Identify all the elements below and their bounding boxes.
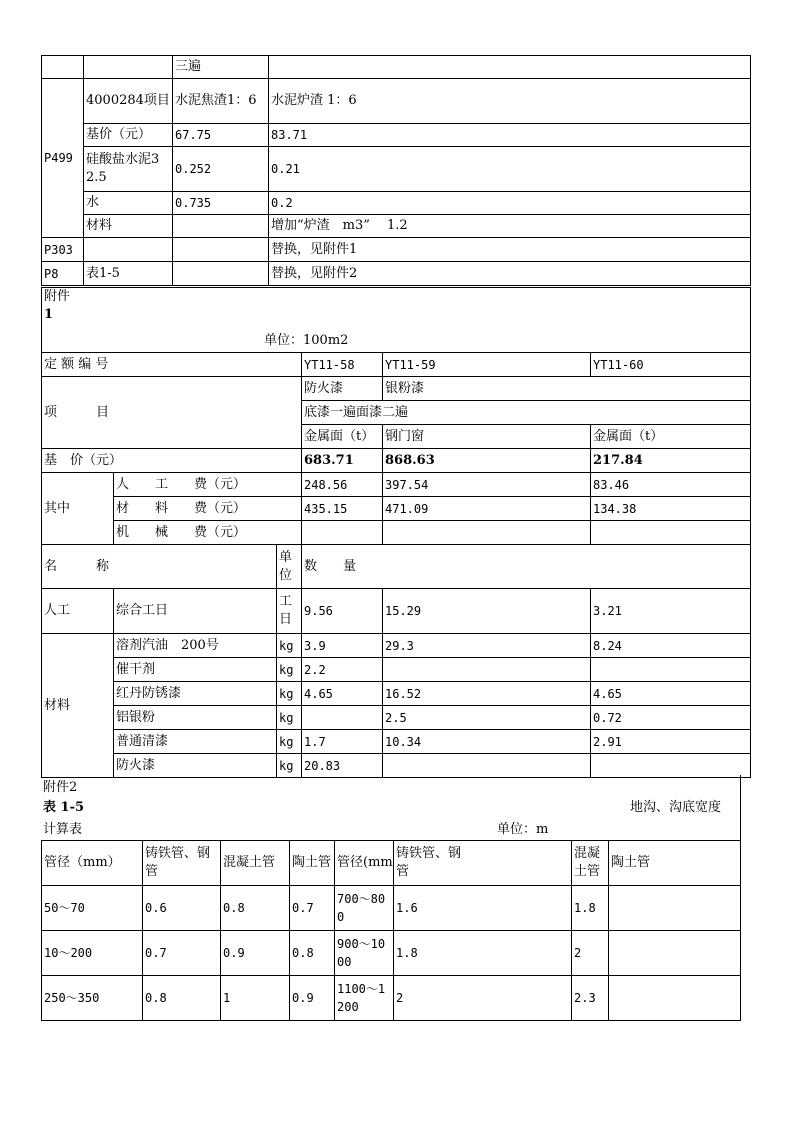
cell: 表1-5 [84,262,173,286]
cell-empty [269,56,751,79]
labor-item-qty: 3.21 [591,589,751,634]
cell: 增加“炉渣 m3” 1.2 [269,215,751,238]
cell-empty [84,56,173,79]
table-cell: 0.7 [143,931,221,976]
cell: 硅酸盐水泥32.5 [84,147,173,192]
cell: 水泥焦渣1：6 [173,79,269,124]
material-qty [591,658,751,682]
coat-name: 防火漆 [302,377,383,401]
revision-table [41,55,751,286]
material-unit: kg [277,706,302,730]
table-cell: 900～1000 [335,931,394,976]
cell: 0.21 [269,147,751,192]
material-qty [383,754,591,778]
coat-desc: 底漆一遍面漆二遍 [302,401,751,425]
table-number: 表 1-5 [43,800,85,815]
labor-cost: 397.54 [383,473,591,497]
table-cell [609,976,741,1021]
col-header: 混凝土管 [221,841,290,886]
table-cell: 1100～1200 [335,976,394,1021]
material-qty: 20.83 [302,754,383,778]
cell-empty [173,262,269,286]
material-qty: 8.24 [591,634,751,658]
trench-width-table [41,840,741,1021]
table-cell: 1.6 [394,886,572,931]
material-cost-label: 材 料 费（元） [114,497,302,521]
material-qty: 2.91 [591,730,751,754]
material-qty: 4.65 [591,682,751,706]
table-heading: 地沟、沟底宽度 [630,800,722,815]
qizhong-label: 其中 [42,473,114,545]
base-price-label: 基 价（元） [42,449,302,473]
material-qty [591,754,751,778]
cell: 材料 [84,215,173,238]
attachment-number: 1 [44,307,54,322]
attachment-title: 附件 [44,289,71,304]
labor-group: 人工 [42,589,114,634]
material-qty [302,706,383,730]
table-cell: 50～70 [42,886,143,931]
table-cell: 2 [572,931,609,976]
cell: 0.735 [173,192,269,215]
labor-item-qty: 9.56 [302,589,383,634]
cell: 0.2 [269,192,751,215]
col-header: 铸铁管、钢管 [143,841,221,886]
col-header: 混凝土管 [572,841,609,886]
cell-empty [42,56,84,79]
attachment-1-table [41,287,751,778]
table-cell: 2 [394,976,572,1021]
material-unit: kg [277,682,302,706]
cell-empty [84,238,173,262]
material-qty: 16.52 [383,682,591,706]
cell-empty [383,521,591,545]
attachment-2-title: 附件2 [43,780,78,795]
material-name: 铝银粉 [114,706,277,730]
table-cell: 0.8 [143,976,221,1021]
cell: 83.71 [269,124,751,147]
table-cell: 1.8 [394,931,572,976]
material-qty: 1.7 [302,730,383,754]
table-cell: 0.7 [290,886,335,931]
base-price: 868.63 [383,449,591,473]
cell-empty [173,238,269,262]
cell: 0.252 [173,147,269,192]
material-name: 溶剂汽油 200号 [114,634,277,658]
page-ref: P499 [42,79,84,238]
attachment-1-header [42,288,751,353]
material-qty: 10.34 [383,730,591,754]
sub-item: 金属面（t） [302,425,383,449]
labor-cost: 83.46 [591,473,751,497]
labor-cost-label: 人 工 费（元） [114,473,302,497]
material-unit: kg [277,754,302,778]
table-edge [740,775,741,841]
qty-header: 数 量 [302,545,751,589]
base-price: 217.84 [591,449,751,473]
table-cell: 0.8 [290,931,335,976]
table-cell: 0.8 [221,886,290,931]
material-unit: kg [277,730,302,754]
cell-empty [591,521,751,545]
material-group: 材料 [42,634,114,778]
item-label: 项 目 [42,377,302,449]
calc-table-label: 计算表 [43,822,83,837]
quota-code: YT11-59 [383,353,591,377]
material-cost: 435.15 [302,497,383,521]
material-qty: 4.65 [302,682,383,706]
machine-cost-label: 机 械 费（元） [114,521,302,545]
sub-item: 金属面（t） [591,425,751,449]
col-header: 陶土管 [290,841,335,886]
material-name: 红丹防锈漆 [114,682,277,706]
page-ref: P303 [42,238,84,262]
table-cell: 0.9 [221,931,290,976]
cell: 4000284项目 [84,79,173,124]
unit-label: 单位：m [497,822,549,837]
material-qty: 3.9 [302,634,383,658]
quota-code-label: 定 额 编 号 [42,353,302,377]
labor-cost: 248.56 [302,473,383,497]
table-cell: 250～350 [42,976,143,1021]
material-qty: 29.3 [383,634,591,658]
table-cell: 1.8 [572,886,609,931]
page-ref: P8 [42,262,84,286]
material-qty: 0.72 [591,706,751,730]
col-header: 铸铁管、钢管 [394,841,572,886]
col-header: 管径(mm [335,841,394,886]
labor-item-unit: 工日 [277,589,302,634]
table-cell: 10～200 [42,931,143,976]
quota-code: YT11-58 [302,353,383,377]
unit-label: 单位：100m2 [264,333,349,348]
material-qty [383,658,591,682]
cell: 三遍 [173,56,269,79]
material-name: 普通清漆 [114,730,277,754]
labor-item-qty: 15.29 [383,589,591,634]
coat-name: 银粉漆 [383,377,751,401]
cell: 替换，见附件2 [269,262,751,286]
unit-header: 单位 [277,545,302,589]
col-header: 陶土管 [609,841,741,886]
material-unit: kg [277,634,302,658]
col-header: 管径（mm） [42,841,143,886]
cell: 基价（元） [84,124,173,147]
material-unit: kg [277,658,302,682]
sub-item: 钢门窗 [383,425,591,449]
name-header: 名 称 [42,545,277,589]
cell-empty [173,215,269,238]
table-cell: 700～800 [335,886,394,931]
table-cell [609,931,741,976]
table-cell: 0.9 [290,976,335,1021]
cell: 67.75 [173,124,269,147]
material-name: 防火漆 [114,754,277,778]
table-cell: 0.6 [143,886,221,931]
material-qty: 2.2 [302,658,383,682]
cell-empty [302,521,383,545]
table-cell: 1 [221,976,290,1021]
material-name: 催干剂 [114,658,277,682]
table-cell: 2.3 [572,976,609,1021]
cell: 替换，见附件1 [269,238,751,262]
table-cell [609,886,741,931]
material-cost: 471.09 [383,497,591,521]
quota-code: YT11-60 [591,353,751,377]
base-price: 683.71 [302,449,383,473]
material-qty: 2.5 [383,706,591,730]
labor-item-name: 综合工日 [114,589,277,634]
cell: 水泥炉渣 1：6 [269,79,751,124]
cell: 水 [84,192,173,215]
material-cost: 134.38 [591,497,751,521]
